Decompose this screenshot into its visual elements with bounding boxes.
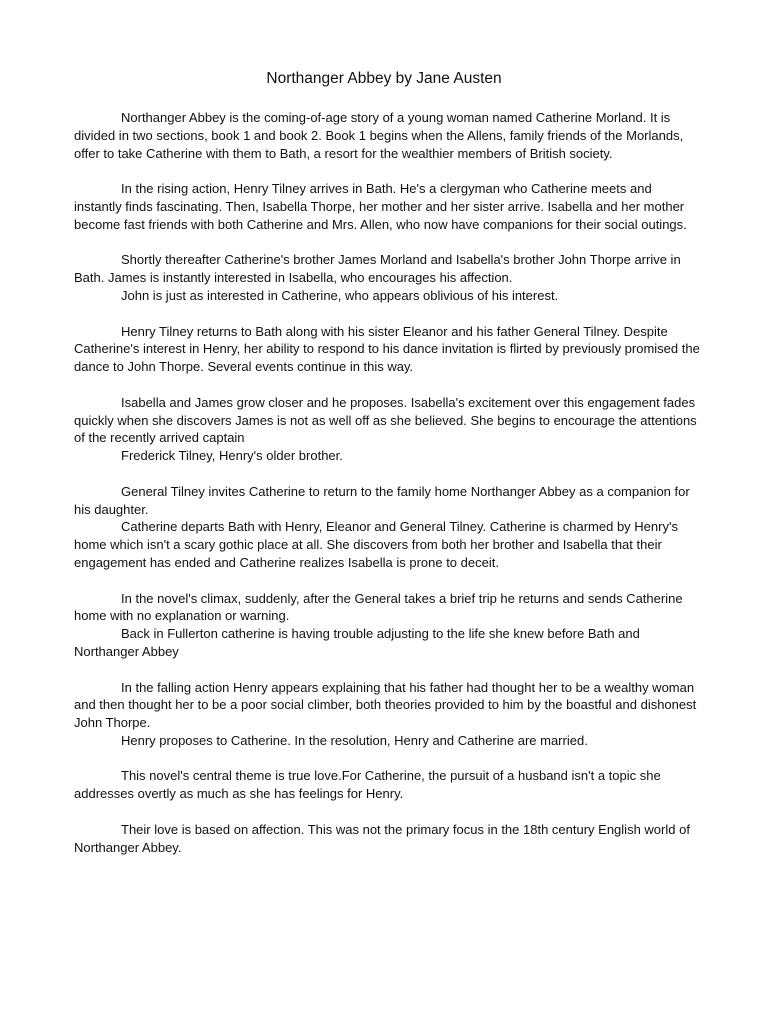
paragraph-9: Catherine departs Bath with Henry, Eleanor and General Tilney. Catherine is charmed by Henry's home which isn't a scary gothic place at all. She discovers from both her brother and Isabella that their engagement has ended and Catherine realizes Isabella is prone to deceit.	[74, 519, 678, 570]
paragraph-1: Northanger Abbey is the coming-of-age story of a young woman named Catherine Morland. It is divided in two sections, book 1 and book 2. Book 1 begins when the Allens, family friends of the Morlands, offer to take Catherine with them to Bath, a resort for the wealthier members of British society.	[74, 110, 684, 161]
paragraph-8: General Tilney invites Catherine to return to the family home Northanger Abbey as a companion for his daughter.	[74, 483, 690, 517]
paragraph-11: Back in Fullerton catherine is having trouble adjusting to the life she knew before Bath and Northanger Abbey	[74, 626, 640, 659]
paragraph-5: Henry Tilney returns to Bath along with his sister Eleanor and his father General Tilney. Despite Catherine's interest in Henry, her ability to respond to his dance invitation is flirted by previously promised the dance to John Thorpe. Several events continue in this way.	[74, 323, 700, 375]
paragraph-10: In the novel's climax, suddenly, after the General takes a brief trip he returns and sends Catherine home with no explanation or warning.	[74, 590, 683, 624]
paragraph-6: Isabella and James grow closer and he proposes. Isabella's excitement over this engagement fades quickly when she discovers James is not as well off as she believed. She begins to encourage the attentions of the recently arrived captain	[74, 394, 697, 446]
paragraph-13: Henry proposes to Catherine. In the resolution, Henry and Catherine are married.	[121, 732, 588, 748]
paragraph-7: Frederick Tilney, Henry's older brother.	[121, 448, 343, 464]
paragraph-2: In the rising action, Henry Tilney arrives in Bath. He's a clergyman who Catherine meets and instantly finds fascinating. Then, Isabella Thorpe, her mother and her sister arrive. Isabella and her mother become fast friends with both Catherine and Mrs. Allen, who now have companions for their social outings.	[74, 181, 687, 232]
paragraph-4: John is just as interested in Catherine, who appears oblivious of his interest.	[121, 287, 559, 303]
paragraph-3: Shortly thereafter Catherine's brother James Morland and Isabella's brother John Thorpe arrive in Bath. James is instantly interested in Isabella, who encourages his affection.	[74, 252, 681, 286]
document-body	[74, 109, 700, 856]
paragraph-15: Their love is based on affection. This was not the primary focus in the 18th century English world of Northanger Abbey.	[74, 821, 690, 855]
paragraph-14: This novel's central theme is true love.For Catherine, the pursuit of a husband isn't a topic she addresses overtly as much as she has feelings for Henry.	[74, 768, 661, 802]
document-title: Northanger Abbey by Jane Austen	[266, 70, 502, 87]
paragraph-12: In the falling action Henry appears explaining that his father had thought her to be a wealthy woman and then thought her to be a poor social climber, both theories provided to him by the boastful and dishonest John Thorpe.	[74, 679, 697, 731]
